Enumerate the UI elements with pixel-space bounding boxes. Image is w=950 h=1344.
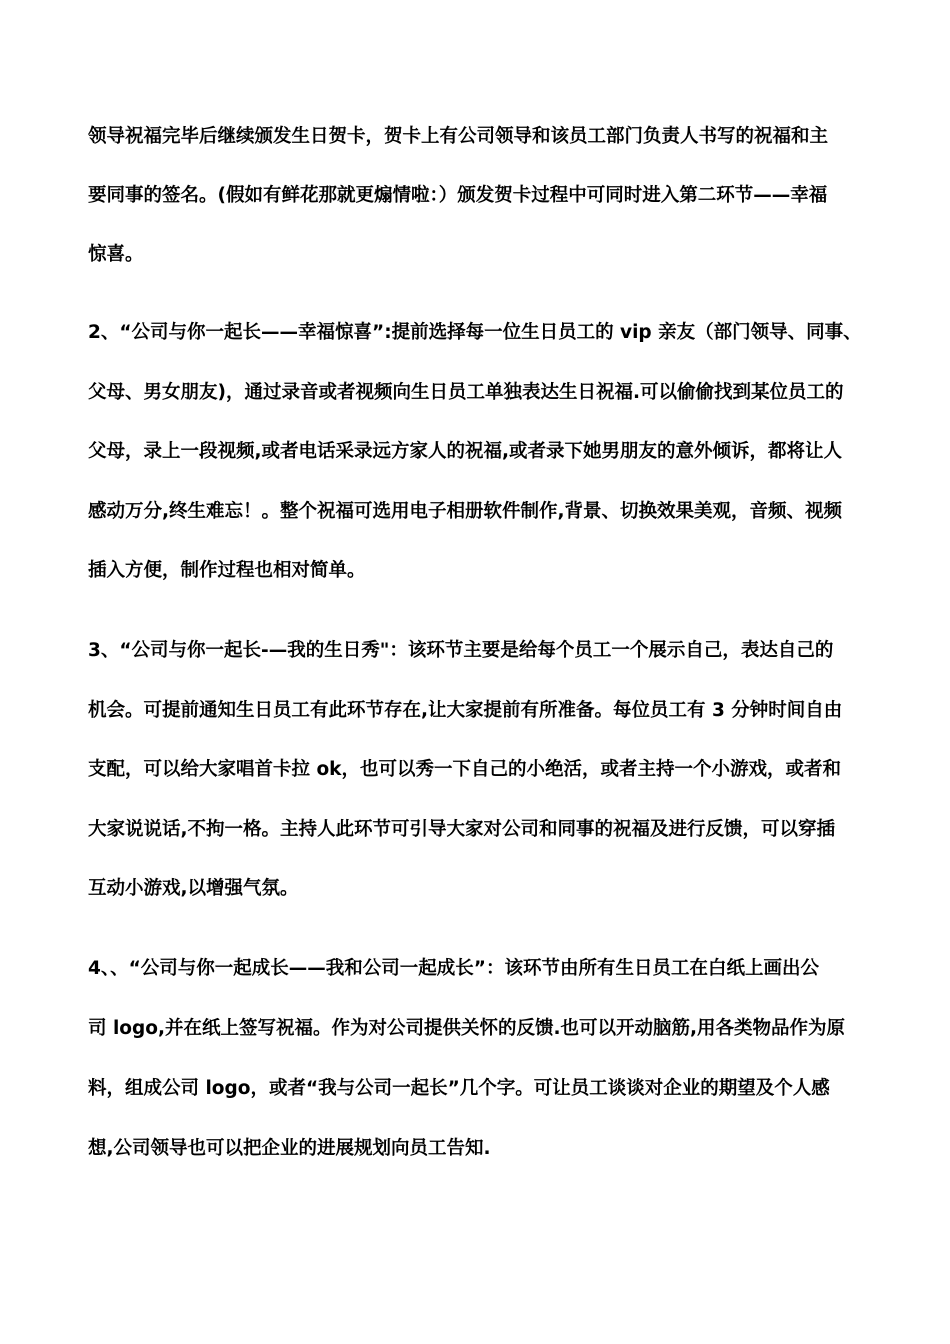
paragraph-1-line-2: 要同事的签名。(假如有鲜花那就更煽情啦：）颁发贺卡过程中可同时进入第二环节——幸福 bbox=[88, 185, 828, 206]
paragraph-3-line-3: 支配，可以给大家唱首卡拉 ok，也可以秀一下自己的小绝活，或者主持一个小游戏，或者和 bbox=[88, 759, 841, 780]
paragraph-2-line-1: 2、“公司与你一起长——幸福惊喜”:提前选择每一位生日员工的 vip 亲友（部门领导、同事、 bbox=[88, 322, 862, 343]
paragraph-4-line-1: 4、、“公司与你一起成长——我和公司一起成长”：该环节由所有生日员工在白纸上画出公 bbox=[88, 958, 819, 979]
paragraph-2-line-5: 插入方便，制作过程也相对简单。 bbox=[88, 560, 366, 581]
paragraph-3-line-1: 3、“公司与你一起长-—我的生日秀"：该环节主要是给每个员工一个展示自己，表达自己的 bbox=[88, 640, 834, 661]
paragraph-4-line-2: 司 logo,并在纸上签写祝福。作为对公司提供关怀的反馈.也可以开动脑筋,用各类物品作为原 bbox=[88, 1018, 846, 1039]
paragraph-3-line-4: 大家说说话,不拘一格。主持人此环节可引导大家对公司和同事的祝福及进行反馈，可以穿插 bbox=[88, 819, 836, 840]
paragraph-1-line-1: 领导祝福完毕后继续颁发生日贺卡，贺卡上有公司领导和该员工部门负责人书写的祝福和主 bbox=[88, 126, 829, 147]
paragraph-2-line-4: 感动万分,终生难忘！。整个祝福可选用电子相册软件制作,背景、切换效果美观，音频、视频 bbox=[88, 501, 843, 522]
paragraph-3-line-2: 机会。可提前通知生日员工有此环节存在,让大家提前有所准备。每位员工有 3 分钟时间自由 bbox=[88, 700, 843, 721]
paragraph-4-line-4: 想,公司领导也可以把企业的进展规划向员工告知. bbox=[88, 1138, 491, 1159]
paragraph-3-line-5: 互动小游戏,以增强气氛。 bbox=[88, 878, 299, 899]
paragraph-1-line-3: 惊喜。 bbox=[88, 244, 144, 265]
paragraph-4-line-3: 料，组成公司 logo，或者“我与公司一起长”几个字。可让员工谈谈对企业的期望及个人感 bbox=[88, 1078, 830, 1099]
paragraph-2-line-2: 父母、男女朋友)，通过录音或者视频向生日员工单独表达生日祝福.可以偷偷找到某位员工的 bbox=[88, 382, 844, 403]
paragraph-2-line-3: 父母，录上一段视频,或者电话采录远方家人的祝福,或者录下她男朋友的意外倾诉，都将让人 bbox=[88, 441, 843, 462]
